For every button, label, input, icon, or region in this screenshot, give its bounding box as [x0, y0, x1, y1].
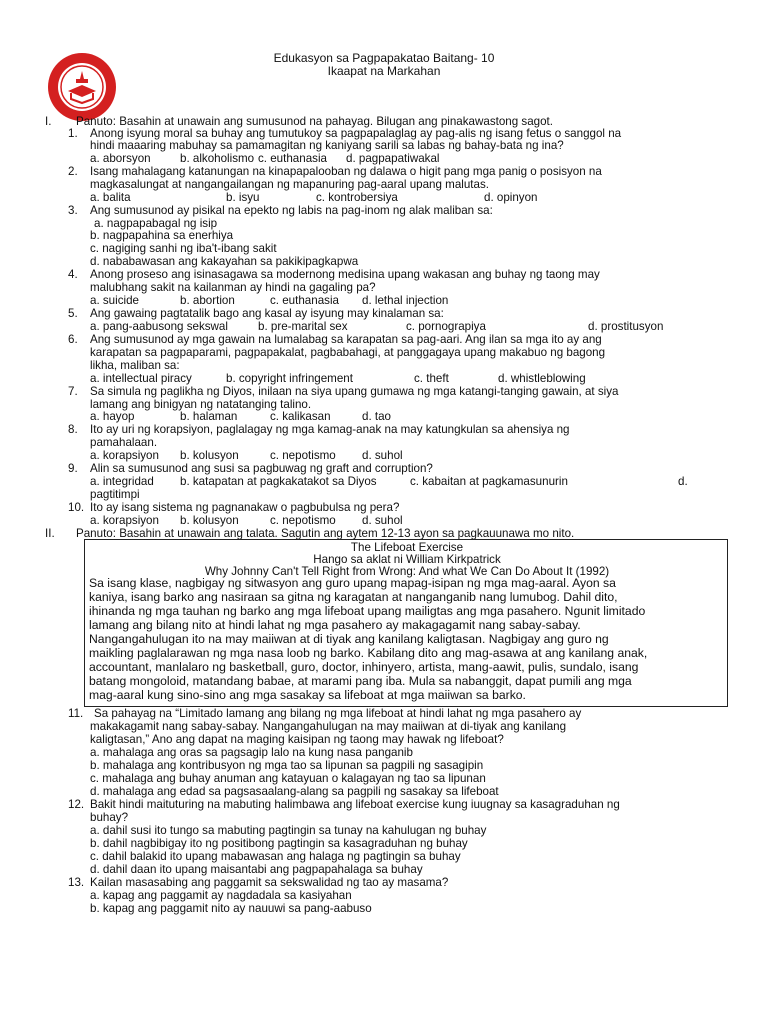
document-subtitle: Ikaapat na Markahan [327, 64, 441, 78]
choice: a. suicide [90, 294, 139, 307]
choice: a. hayop [90, 410, 135, 423]
question-text: Sa simula ng paglikha ng Diyos, inilaan na siya upang gumawa ng mga katangi-tanging gawain, at siya [90, 385, 619, 398]
section-numeral: II. [45, 527, 55, 540]
choice: a. pang-aabusong sekswal [90, 320, 228, 333]
question-text: likha, maliban sa: [90, 359, 180, 372]
passage-book: Why Johnny Can't Tell Right from Wrong: And what We Can Do About It (1992) [204, 565, 610, 578]
choice: a. korapsiyon [90, 449, 159, 462]
choice: b. dahil nagbibigay ito ng positibong pagtingin sa kasagraduhan ng buhay [90, 837, 468, 850]
choice: c. kontrobersiya [316, 191, 398, 204]
question-text: magkasalungat at nangangailangan ng mapanuring pag-aaral upang malutas. [90, 178, 489, 191]
question-number: 3. [68, 204, 78, 217]
question-number: 11. [68, 707, 84, 720]
question-number: 6. [68, 333, 78, 346]
choice: b. kolusyon [180, 514, 239, 527]
choice: b. copyright infringement [226, 372, 353, 385]
question-text: Alin sa sumusunod ang susi sa pagbuwag ng graft and corruption? [90, 462, 433, 475]
question-text: karapatan sa pagpaparami, pagpapakalat, pagbabahagi, at panggagaya upang makabuo ng bagong [90, 346, 606, 359]
choice: b. halaman [180, 410, 238, 423]
choice: c. nagiging sanhi ng iba't-ibang sakit [90, 242, 277, 255]
choice: d. mahalaga ang edad sa pagsasaalang-alang sa pagpili ng sasakay sa lifeboat [90, 785, 499, 798]
question-text: Isang mahalagang katanungan na kinapapalooban ng dalawa o higit pang mga panig o posisyon na [90, 165, 602, 178]
passage-line: accountant, manlalaro ng basketball, guro, doctor, inhinyero, artista, mang-aawit, pulis, sundalo, isang [89, 660, 639, 674]
choice: d. suhol [362, 514, 403, 527]
passage-line: ihinanda ng mga tauhan ng barko ang mga lifeboat upang mailigtas ang mga pasahero. Ngunit limitado [89, 604, 646, 618]
choice: c. kalikasan [270, 410, 331, 423]
choice: a. nagpapabagal ng isip [94, 217, 218, 230]
question-text: malubhang sakit na kailanman ay hindi na gagaling pa? [90, 281, 376, 294]
passage-line: Sa isang klase, nagbigay ng sitwasyon ang guro upang mapag-isipan ng mga mag-aaral. Ayon sa [89, 576, 616, 590]
passage-line: lamang ang bilang nito at hindi lahat ng mga pasahero ay makagagamit nang sabay-sabay. [89, 618, 581, 632]
choice: c. mahalaga ang buhay anuman ang katayuan o kalagayan ng tao sa lipunan [90, 772, 486, 785]
choice: c. nepotismo [270, 514, 336, 527]
choice: b. pre-marital sex [258, 320, 348, 333]
choice: d. opinyon [484, 191, 538, 204]
section-numeral: I. [45, 115, 52, 128]
question-text: Ito ay isang sistema ng pagnanakaw o pagbubulsa ng pera? [90, 501, 400, 514]
choice: d. tao [362, 410, 392, 423]
question-text: buhay? [90, 811, 129, 824]
choice: a. intellectual piracy [90, 372, 192, 385]
choice: d. suhol [362, 449, 403, 462]
question-text: Bakit hindi maituturing na mabuting halimbawa ang lifeboat exercise kung iuugnay sa kasagraduhan ng [90, 798, 620, 811]
question-number: 13. [68, 876, 85, 889]
choice: c. euthanasia [258, 152, 327, 165]
choice-continuation: pagtitimpi [90, 488, 140, 501]
section-instruction: Panuto: Basahin at unawain ang talata. Sagutin ang aytem 12-13 ayon sa pagkauunawa mo nito. [76, 527, 575, 540]
question-number: 2. [68, 165, 78, 178]
choice: b. alkoholismo [180, 152, 255, 165]
choice: d. whistleblowing [498, 372, 586, 385]
passage-line: mag-aaral kung sino-sino ang mga sasakay sa lifeboat at mga maiiwan sa barko. [89, 688, 526, 702]
question-text: hindi maaaring mabuhay sa pamamagitan ng kaniyang sarili sa labas ng bahay-bata ng ina? [90, 139, 564, 152]
choice: c. kabaitan at pagkamasunurin [410, 475, 568, 488]
question-number: 10. [68, 501, 85, 514]
passage-box [84, 539, 728, 707]
choice: a. integridad [90, 475, 154, 488]
choice: a. dahil susi ito tungo sa mabuting pagtingin sa tunay na kahulugan ng buhay [90, 824, 487, 837]
question-number: 7. [68, 385, 78, 398]
passage-title: The Lifeboat Exercise [350, 541, 464, 554]
question-text: Ang gawaing pagtatalik bago ang kasal ay isyung may kinalaman sa: [90, 307, 444, 320]
section-instruction: Panuto: Basahin at unawain ang sumusunod na pahayag. Bilugan ang pinakawastong sagot. [76, 115, 553, 128]
choice: b. kolusyon [180, 449, 239, 462]
choice: d. dahil daan ito upang maisantabi ang pagpapahalaga sa buhay [90, 863, 423, 876]
choice: d. lethal injection [362, 294, 449, 307]
choice: c. nepotismo [270, 449, 336, 462]
passage-line: maikling paglalarawan ng mga nasa loob ng barko. Kabilang dito ang mag-asawa at ang kanilang anak, [89, 646, 648, 660]
choice: b. kapag ang paggamit nito ay nauuwi sa pang-aabuso [90, 902, 372, 915]
choice: d. nababawasan ang kakayahan sa pakikipagkapwa [90, 255, 359, 268]
choice: c. dahil balakid ito upang mabawasan ang halaga ng pagtingin sa buhay [90, 850, 461, 863]
question-text: Ito ay uri ng korapsiyon, paglalagay ng mga kamag-anak na may katungkulan sa ahensiya ng [90, 423, 570, 436]
choice: a. kapag ang paggamit ay nagdadala sa kasiyahan [90, 889, 352, 902]
question-number: 4. [68, 268, 78, 281]
choice: c. pornograpiya [406, 320, 486, 333]
passage-line: Nangangahulugan ito na may maiiwan at di tiyak ang kanilang kaligtasan. Nagbigay ang guro ng [89, 632, 609, 646]
question-text: makakagamit nang sabay-sabay. Nangangahulugan na may maiiwan at di-tiyak ang kanilang [90, 720, 567, 733]
question-text: lamang ang binigyan ng natatanging talino. [90, 398, 312, 411]
choice: a. aborsyon [90, 152, 151, 165]
question-text: Sa pahayag na “Limitado lamang ang bilang ng mga lifeboat at hindi lahat ng mga pasahero ay [94, 707, 582, 720]
question-text: Ang sumusunod ay mga gawain na lumalabag sa karapatan sa pag-aari. Ang ilan sa mga ito ay ang [90, 333, 602, 346]
passage-source: Hango sa aklat ni William Kirkpatrick [313, 553, 501, 566]
choice: b. nagpapahina sa enerhiya [90, 229, 234, 242]
passage-line: kaniya, isang barko ang nasiraan sa gitna ng karagatan at nanganganib nang lumubog. Dahil dito, [89, 590, 618, 604]
choice: a. mahalaga ang oras sa pagsagip lalo na kung nasa panganib [90, 746, 413, 759]
question-text: pamahalaan. [90, 436, 158, 449]
question-number: 9. [68, 462, 78, 475]
question-number: 12. [68, 798, 85, 811]
choice: c. theft [414, 372, 449, 385]
question-text: Kailan masasabing ang paggamit sa sekswalidad ng tao ay masama? [90, 876, 449, 889]
choice: a. korapsiyon [90, 514, 159, 527]
choice: d. prostitusyon [588, 320, 664, 333]
question-text: Ang sumusunod ay pisikal na epekto ng labis na pag-inom ng alak maliban sa: [90, 204, 493, 217]
choice: d. [678, 475, 688, 488]
question-text: kaligtasan,” Ano ang dapat na maging kaisipan ng taong may hawak ng lifeboat? [90, 733, 504, 746]
question-number: 8. [68, 423, 78, 436]
choice: b. mahalaga ang kontribusyon ng mga tao sa lipunan sa pagpili ng sasagipin [90, 759, 484, 772]
question-text: Anong isyung moral sa buhay ang tumutukoy sa pagpapalaglag ay pag-alis ng isang fetus o sanggol na [90, 127, 622, 140]
question-number: 5. [68, 307, 78, 320]
question-number: 1. [68, 127, 78, 140]
choice: b. abortion [180, 294, 235, 307]
choice: b. katapatan at pagkakatakot sa Diyos [180, 475, 377, 488]
document-title: Edukasyon sa Pagpapakatao Baitang- 10 [273, 51, 495, 65]
passage-line: batang mongoloid, matandang babae, at marami pang iba. Mula sa nabanggit, dapat pumili ang mga [89, 674, 632, 688]
choice: c. euthanasia [270, 294, 339, 307]
choice: a. balita [90, 191, 131, 204]
choice: b. isyu [226, 191, 260, 204]
choice: d. pagpapatiwakal [346, 152, 440, 165]
question-text: Anong proseso ang isinasagawa sa modernong medisina upang wakasan ang buhay ng taong may [90, 268, 600, 281]
